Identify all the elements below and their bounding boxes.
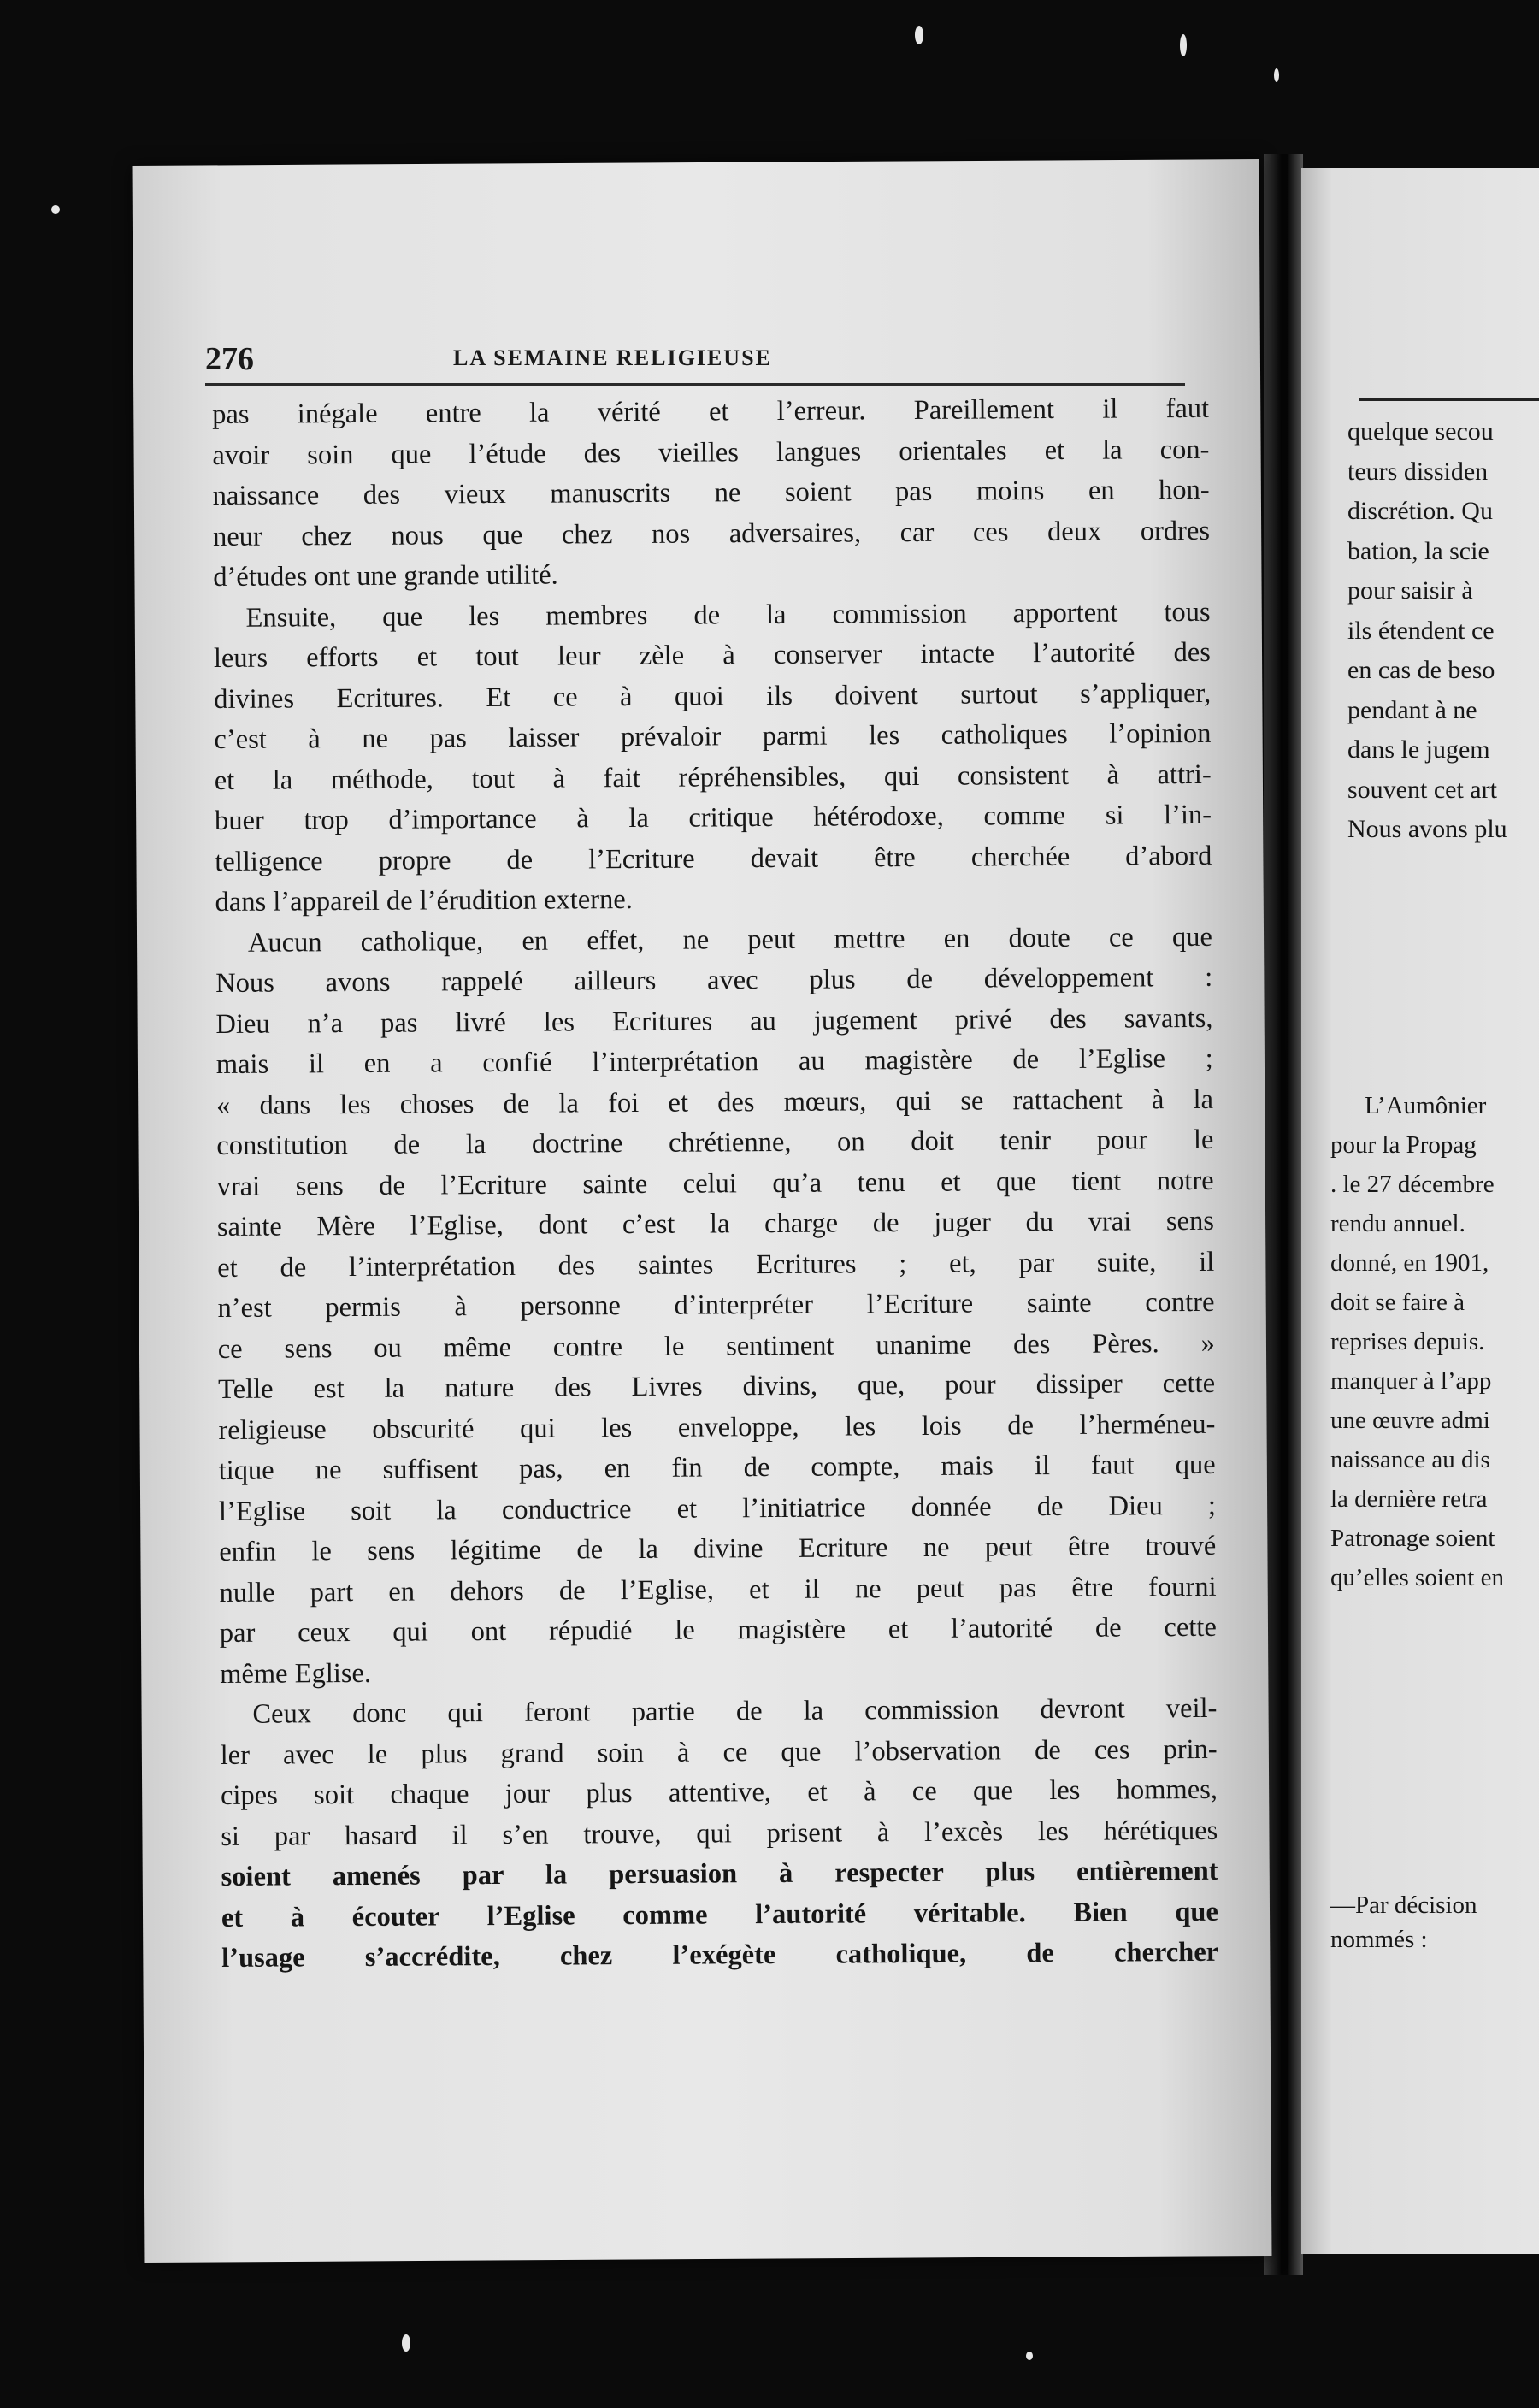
text-line: buer trop d’importance à la critique hétérodoxe, comme si l’in- (214, 799, 1212, 836)
text-line: c’est à ne pas laisser prévaloir parmi les catholiques l’opinion (214, 717, 1212, 755)
text-line: doit se faire à (1330, 1289, 1465, 1316)
text-line: et à écouter l’Eglise comme l’autorité véritable. Bien que (221, 1896, 1218, 1933)
header-rule (205, 383, 1185, 386)
text-line: bation, la scie (1347, 536, 1489, 565)
text-line: « dans les choses de la foi et des mœurs, qui se rattachent à la (215, 1083, 1214, 1121)
text-line: reprises depuis. (1330, 1328, 1485, 1355)
page-header (205, 340, 1180, 380)
text-line: Telle est la nature des Livres divins, que, pour dissiper cette (217, 1367, 1216, 1405)
text-line: par ceux qui ont répudié le magistère et l’autorité de cette (219, 1611, 1217, 1649)
text-line: Nous avons plu (1347, 815, 1507, 843)
text-line: nulle part en dehors de l’Eglise, et il ne peut pas être fourni (219, 1571, 1217, 1608)
text-line: avoir soin que l’étude des vieilles langues orientales et la con- (212, 434, 1210, 471)
text-line: tique ne suffisent pas, en fin de compte, mais il faut que (218, 1449, 1216, 1486)
text-line: . le 27 décembre (1330, 1171, 1495, 1198)
text-line: ce sens ou même contre le sentiment unanime des Pères. » (217, 1327, 1215, 1365)
text-line: quelque secou (1347, 417, 1494, 446)
text-line: et la méthode, tout à fait répréhensibles, qui consistent à attri- (214, 758, 1212, 796)
text-line: même Eglise. (220, 1657, 372, 1690)
text-line: sainte Mère l’Eglise, dont c’est la charge de juger du vrai sens (216, 1205, 1215, 1242)
text-line: rendu annuel. (1330, 1210, 1465, 1237)
text-line: la dernière retra (1330, 1485, 1488, 1513)
text-line: Patronage soient (1330, 1525, 1495, 1552)
text-line: soient amenés par la persuasion à respecter plus entièrement (221, 1855, 1218, 1892)
text-line: naissance au dis (1330, 1446, 1490, 1473)
text-line: neur chez nous que chez nos adversaires, car ces deux ordres (212, 515, 1211, 552)
text-line: constitution de la doctrine chrétienne, on doit tenir pour le (216, 1124, 1214, 1161)
right-page-text-bottom (1330, 1888, 1539, 1956)
text-line: dans l’appareil de l’érudition externe. (215, 884, 633, 918)
text-line: pas inégale entre la vérité et l’erreur. Pareillement il faut (212, 392, 1210, 430)
text-line: une œuvre admi (1330, 1407, 1490, 1434)
text-line: naissance des vieux manuscrits ne soient pas moins en hon- (212, 474, 1210, 511)
text-line: Aucun catholique, en effet, ne peut mettre en doute ce que (247, 921, 1213, 959)
text-line: discrétion. Qu (1347, 497, 1493, 525)
body-text (212, 389, 1218, 1980)
right-page-text-top (1347, 412, 1539, 850)
text-line: manquer à l’app (1330, 1367, 1492, 1395)
text-line: qu’elles soient en (1330, 1564, 1504, 1591)
text-line: en cas de beso (1347, 656, 1495, 684)
text-line: Nous avons rappelé ailleurs avec plus de développement : (215, 961, 1213, 999)
text-line: pendant à ne (1347, 695, 1477, 724)
text-line: et de l’interprétation des saintes Ecritures ; et, par suite, il (217, 1246, 1215, 1284)
text-line: Ensuite, que les membres de la commission apportent tous (245, 596, 1211, 634)
text-line: ler avec le plus grand soin à ce que l’observation de ces prin- (220, 1733, 1218, 1771)
text-line: mais il en a confié l’interprétation au magistère de l’Eglise ; (215, 1042, 1213, 1080)
text-line: Dieu n’a pas livré les Ecritures au jugement privé des savants, (215, 1002, 1213, 1040)
text-line: si par hasard il s’en trouve, qui prisent à l’excès les hérétiques (221, 1815, 1218, 1852)
text-line: teurs dissiden (1347, 457, 1489, 486)
text-line: telligence propre de l’Ecriture devait être cherchée d’abord (215, 840, 1212, 877)
page-number: 276 (205, 341, 254, 377)
text-line: religieuse obscurité qui les enveloppe, les lois de l’herméneu- (218, 1408, 1216, 1446)
text-line: leurs efforts et tout leur zèle à conserver intacte l’autorité des (213, 636, 1211, 674)
text-line: cipes soit chaque jour plus attentive, et à ce que les hommes, (220, 1774, 1218, 1811)
right-header-rule (1359, 398, 1539, 401)
text-line: enfin le sens légitime de la divine Ecriture ne peut être trouvé (219, 1530, 1217, 1567)
text-line: divines Ecritures. Et ce à quoi ils doivent surtout s’appliquer, (214, 677, 1212, 715)
text-line: dans le jugem (1347, 735, 1490, 764)
running-title: LA SEMAINE RELIGIEUSE (453, 345, 772, 370)
text-line: ils étendent ce (1347, 616, 1495, 645)
text-line: Ceux donc qui feront partie de la commission devront veil- (252, 1692, 1218, 1730)
text-line: pour la Propag (1330, 1131, 1477, 1159)
text-line: donné, en 1901, (1330, 1249, 1489, 1277)
text-line: souvent cet art (1347, 775, 1497, 804)
text-line: vrai sens de l’Ecriture sainte celui qu’a tenu et que tient notre (216, 1165, 1214, 1202)
text-line: l’usage s’accrédite, chez l’exégète catholique, de chercher (221, 1936, 1219, 1974)
text-line: l’Eglise soit la conductrice et l’initiatrice donnée de Dieu ; (218, 1490, 1217, 1527)
right-page-text-middle (1330, 1086, 1539, 1597)
text-line: nommés : (1330, 1926, 1428, 1953)
text-line: n’est permis à personne d’interpréter l’Ecriture sainte contre (217, 1286, 1215, 1324)
text-line: d’études ont une grande utilité. (213, 559, 558, 593)
text-line: pour saisir à (1347, 576, 1473, 605)
text-line: —Par décision (1330, 1892, 1477, 1919)
text-line: L’Aumônier (1365, 1092, 1487, 1119)
